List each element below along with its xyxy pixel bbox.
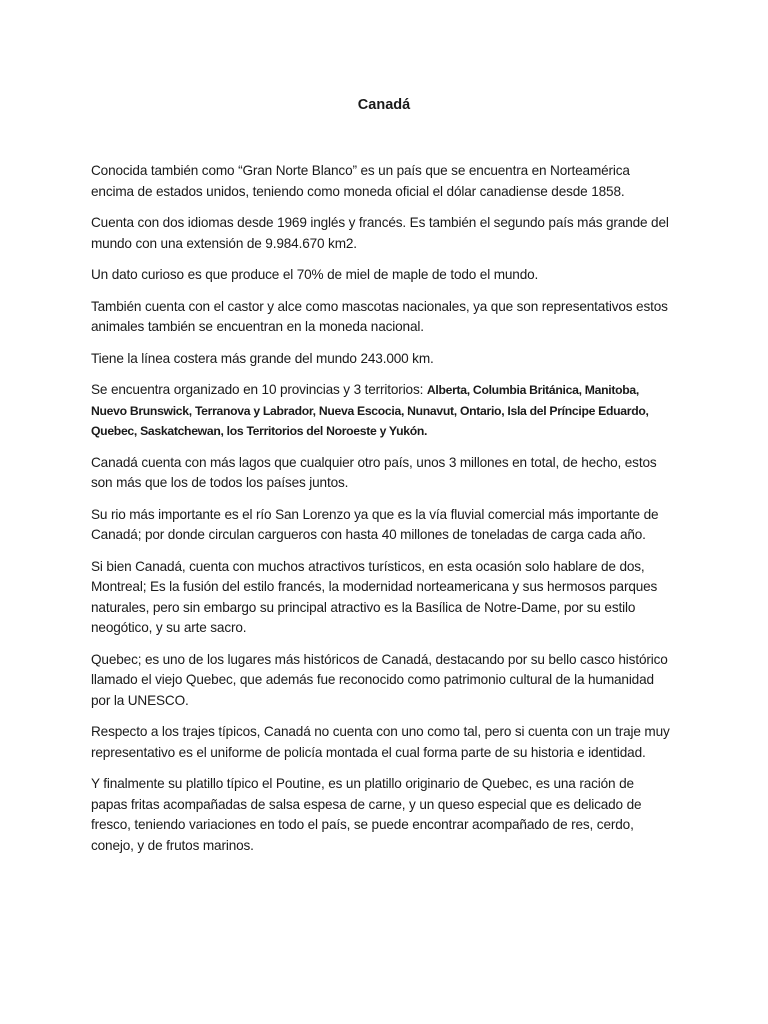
paragraph-5: Tiene la línea costera más grande del mundo 243.000 km.: [91, 350, 434, 366]
paragraph-12: Y finalmente su platillo típico el Poutine, es un platillo originario de Quebec, es una ración de papas fritas acompañadas de salsa espesa de carne, y un queso especial que es delicado de fresco, teniendo variaciones en todo el país, se puede encontrar acompañado de res, cerdo, conejo, y de frutos marinos.: [91, 776, 642, 853]
paragraph-2: Cuenta con dos idiomas desde 1969 inglés y francés. Es también el segundo país más grande del mundo con una extensión de 9.984.670 km2.: [91, 215, 669, 251]
provinces-list: Alberta, Columbia Británica, Manitoba, Nuevo Brunswick, Terranova y Labrador, Nueva Escocia, Nunavut, Ontario, Isla del Príncipe Eduardo, Quebec, Saskatchewan, los Territorios del Noroeste y Yukón.: [91, 383, 649, 438]
paragraph-10: Quebec; es uno de los lugares más históricos de Canadá, destacando por su bello casco histórico llamado el viejo Quebec, que además fue reconocido como patrimonio cultural de la humanidad por la UNESCO.: [91, 651, 668, 708]
paragraph-3: Un dato curioso es que produce el 70% de miel de maple de todo el mundo.: [91, 267, 539, 282]
paragraph-4: También cuenta con el castor y alce como mascotas nacionales, ya que son representativos estos animales también se encuentran en la moneda nacional.: [91, 298, 668, 334]
provinces-intro: Se encuentra organizado en 10 provincias y 3 territorios:: [91, 382, 427, 397]
paragraph-11: Respecto a los trajes típicos, Canadá no cuenta con uno como tal, pero si cuenta con un traje muy representativo es el uniforme de policía montada el cual forma parte de su historia e identidad.: [91, 724, 670, 760]
paragraph-6: [91, 380, 671, 442]
paragraph-9: Si bien Canadá, cuenta con muchos atractivos turísticos, en esta ocasión solo hablare de dos, Montreal; Es la fusión del estilo francés, la modernidad norteamericana y sus hermosos parques naturales, pero sin embargo su principal atractivo es la Basílica de Notre-Dame, por su estilo neogótico, y su arte sacro.: [91, 558, 658, 635]
document-body: [91, 161, 671, 867]
page-title: Canadá: [357, 97, 411, 113]
paragraph-1: Conocida también como “Gran Norte Blanco” es un país que se encuentra en Norteamérica encima de estados unidos, teniendo como moneda oficial el dólar canadiense desde 1858.: [91, 163, 630, 199]
paragraph-8: Su rio más importante es el río San Lorenzo ya que es la vía fluvial comercial más importante de Canadá; por donde circulan cargueros con hasta 40 millones de toneladas de carga cada año.: [91, 506, 659, 542]
paragraph-7: Canadá cuenta con más lagos que cualquier otro país, unos 3 millones en total, de hecho, estos son más que los de todos los países juntos.: [91, 454, 657, 490]
